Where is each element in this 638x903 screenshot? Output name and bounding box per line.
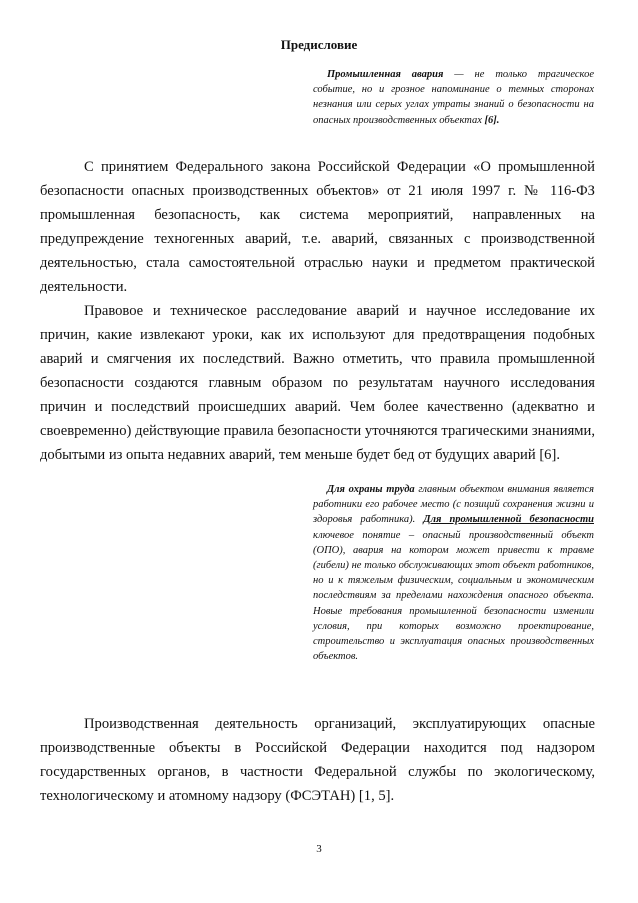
page-number: 3: [316, 843, 322, 855]
epigraph-term-industrial: Для промышленной безопасности: [423, 514, 594, 526]
epigraph-term: Промышленная авария: [327, 69, 444, 80]
epigraph-reference: [6].: [484, 114, 500, 126]
epigraph-paragraph: [313, 482, 594, 664]
main-text-block: [40, 155, 595, 467]
epigraph-labor-safety: [313, 482, 594, 664]
paragraph-supervision: Производственная деятельность организаций, эксплуатирующих опасные производственные объекты в Российской Федерации находится под надзором государственных органов, в частности Федеральной службы по экологическому, технологическому и атомному надзору (ФСЭТАН) [1, 5].: [40, 716, 595, 804]
final-text-block: [40, 712, 595, 808]
epigraph-text: — не только трагическое событие, но и грозное напоминание о темных сторонах незнания или серых углах утраты знаний о безопасности на опасных производственных объектах: [313, 69, 594, 126]
epigraph-term-labor: Для охраны труда: [327, 484, 415, 495]
paragraph-law: С принятием Федерального закона Российской Федерации «О промышленной безопасности опасных производственных объектов» от 21 июля 1997 г. № 116-ФЗ промышленная безопасность, как система мероприятий, направленных на предупреждение техногенных аварий, т.е. аварий, связанных с производственной деятельностью, стала самостоятельной отраслью науки и предметом практической деятельности.: [40, 159, 595, 295]
epigraph-industrial-accident: [313, 67, 594, 128]
page-title: Предисловие: [280, 37, 358, 52]
paragraph-investigation: Правовое и техническое расследование аварий и научное исследование их причин, какие извлекают уроки, как их используют для предотвращения подобных аварий и смягчения их последствий. Важно отметить, что правила промышленной безопасности создаются главным образом по результатам научного исследования причин и последствий происшедших аварий. Чем более качественно (адекватно и своевременно) действующие правила безопасности уточняются трагическими знаниями, добытыми из опыта недавних аварий, тем меньше будет бед от будущих аварий [6].: [40, 303, 595, 463]
epigraph-paragraph: [313, 67, 594, 128]
epigraph-text-industrial: ключевое понятие – опасный производственный объект (ОПО), авария на котором может привести к травме (гибели) не только обслуживающих этот объект работников, но и к тяжелым физическим, социальным и экономическим последствиям за пределами нахождения опасного объекта. Новые требования промышленной безопасности изменили условия, при которых возможно проектирование, строительство и эксплуатация опасных производственных объектов.: [313, 529, 594, 663]
epigraph-text-labor: главным объектом внимания является работники его рабочее место (с позиций сохранения жизни и здоровья работника).: [313, 484, 594, 526]
